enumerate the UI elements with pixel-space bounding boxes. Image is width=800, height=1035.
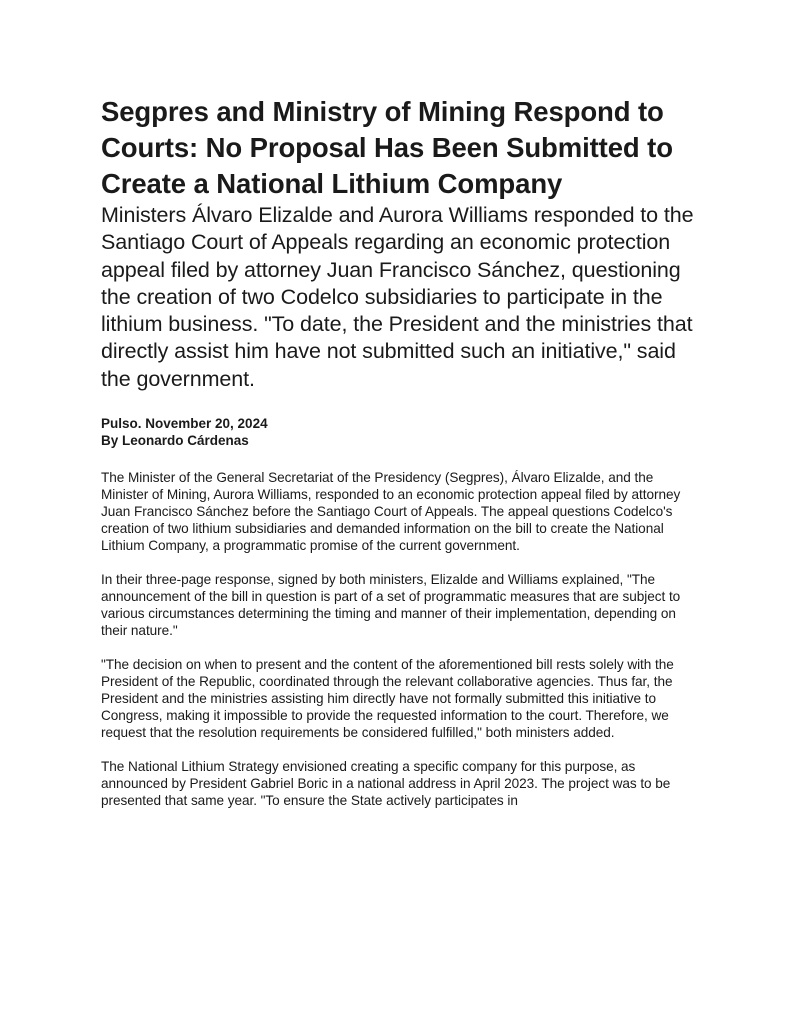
body-paragraph: The Minister of the General Secretariat of the Presidency (Segpres), Álvaro Elizalde, and the Minister of Mining, Aurora Williams, responded to an economic protection appeal filed by attorney Juan Francisco Sánchez before the Santiago Court of Appeals. The appeal questions Codelco's creation of two lithium subsidiaries and demanded information on the bill to create the National Lithium Company, a programmatic promise of the current government. [101,470,681,554]
body-paragraph: The National Lithium Strategy envisioned creating a specific company for this purpose, as announced by President Gabriel Boric in a national address in April 2023. The project was to be presented that same year. "To ensure the State actively participates in [101,759,671,809]
byline: By Leonardo Cárdenas [101,433,249,449]
article [101,94,701,826]
article-body [101,469,701,809]
article-headline: Segpres and Ministry of Mining Respond to Courts: No Proposal Has Been Submitted to Create a National Lithium Company [101,96,673,199]
article-subheadline: Ministers Álvaro Elizalde and Aurora Williams responded to the Santiago Court of Appeals regarding an economic protection appeal filed by attorney Juan Francisco Sánchez, questioning the creation of two Codelco subsidiaries to participate in the lithium business. "To date, the President and the ministries that directly assist him have not submitted such an initiative," said the government. [101,203,694,391]
body-paragraph: In their three-page response, signed by both ministers, Elizalde and Williams explained, "The announcement of the bill in question is part of a set of programmatic measures that are subject to various circumstances determining the timing and manner of their implementation, depending on their nature." [101,572,681,639]
source-date: Pulso. November 20, 2024 [101,416,268,432]
body-paragraph: "The decision on when to present and the content of the aforementioned bill rests solely with the President of the Republic, coordinated through the relevant collaborative agencies. Thus far, the President and the ministries assisting him directly have not formally submitted this initiative to Congress, making it impossible to provide the requested information to the court. Therefore, we request that the resolution requirements be considered fulfilled," both ministers added. [101,657,674,741]
article-meta [101,415,701,449]
